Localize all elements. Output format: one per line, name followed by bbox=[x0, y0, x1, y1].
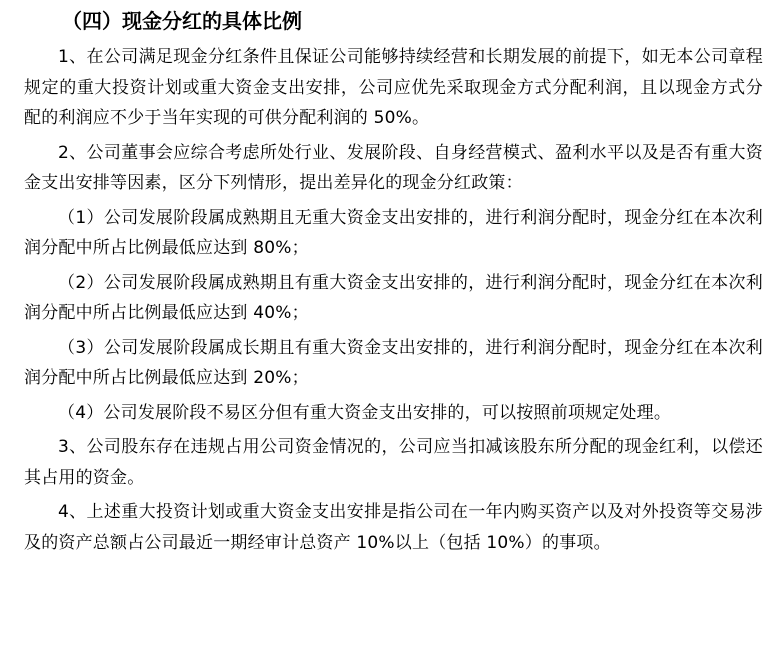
paragraph-case-4-undetermined-stage: （4）公司发展阶段不易区分但有重大资金支出安排的，可以按照前项规定处理。 bbox=[58, 402, 672, 423]
paragraph-major-investment-definition: 4、上述重大投资计划或重大资金支出安排是指公司在一年内购买资产以及对外投资等交易涉及的资产总额占公司最近一期经审计总资产 10%以上（包括 10%）的事项。 bbox=[24, 502, 763, 553]
paragraph-case-2-mature-with-expenditure: （2）公司发展阶段属成熟期且有重大资金支出安排的，进行利润分配时，现金分红在本次利润分配中所占比例最低应达到 40%； bbox=[24, 272, 763, 323]
paragraph-case-3-growth-with-expenditure: （3）公司发展阶段属成长期且有重大资金支出安排的，进行利润分配时，现金分红在本次利润分配中所占比例最低应达到 20%； bbox=[24, 337, 763, 388]
paragraph-shareholder-fund-occupation: 3、公司股东存在违规占用公司资金情况的，公司应当扣减该股东所分配的现金红利，以偿还其占用的资金。 bbox=[24, 437, 763, 488]
paragraph-case-1-mature-no-expenditure: （1）公司发展阶段属成熟期且无重大资金支出安排的，进行利润分配时，现金分红在本次利润分配中所占比例最低应达到 80%； bbox=[24, 207, 763, 258]
paragraph-cash-dividend-condition: 1、在公司满足现金分红条件且保证公司能够持续经营和长期发展的前提下，如无本公司章程规定的重大投资计划或重大资金支出安排，公司应优先采取现金方式分配利润，且以现金方式分配的利润应不少于当年实现的可供分配利润的 50%。 bbox=[24, 47, 763, 128]
section-heading: （四）现金分红的具体比例 bbox=[62, 9, 302, 33]
paragraph-differentiated-policy: 2、公司董事会应综合考虑所处行业、发展阶段、自身经营模式、盈利水平以及是否有重大资金支出安排等因素，区分下列情形，提出差异化的现金分红政策： bbox=[24, 142, 763, 193]
